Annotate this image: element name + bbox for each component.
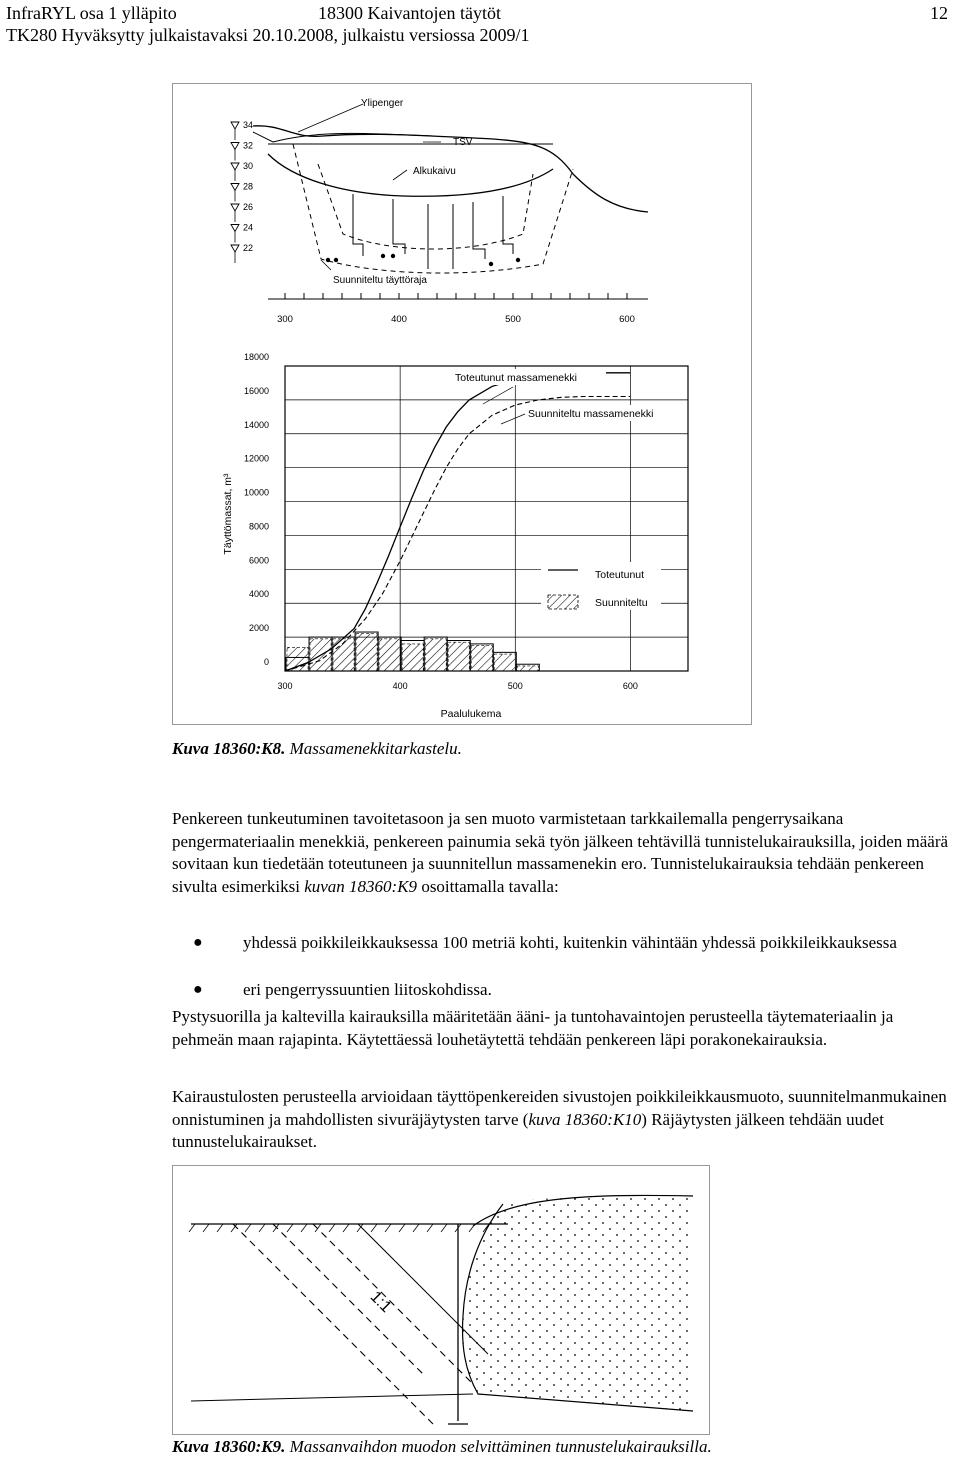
legend-actual: Toteutunut (595, 569, 645, 581)
y-tick-label: 2000 (248, 623, 269, 634)
annotation-planned: Suunniteltu massamenekki (528, 408, 654, 420)
legend-hatch-swatch (548, 595, 578, 609)
section-x-tick-label: 600 (619, 314, 635, 325)
figure-2-caption-label: Kuva 18360:K9. (172, 1437, 286, 1456)
figure-mass-consumption (172, 83, 752, 725)
elevation-marker (231, 143, 239, 150)
fill-material (463, 1196, 693, 1411)
elevation-marker (231, 163, 239, 170)
bullet-marker-1: ● (193, 934, 203, 951)
elevation-label: 24 (243, 222, 254, 233)
drill-markers (353, 194, 513, 269)
figure-1-caption-text: Massamenekkitarkastelu. (285, 739, 462, 758)
page-number: 12 (930, 3, 948, 23)
elevation-marker (231, 245, 239, 252)
ground-hatch-mark (259, 1224, 265, 1232)
section-x-tick-label: 300 (277, 314, 293, 325)
elevation-marker (231, 225, 239, 232)
ground-hatch-mark (203, 1224, 209, 1232)
elevation-marker (231, 122, 239, 129)
elevation-label: 26 (243, 202, 254, 212)
section-x-ticks (277, 293, 635, 325)
legend-planned: Suunniteltu (595, 597, 648, 609)
paragraph-drilling: Pystysuorilla ja kaltevilla kairauksilla määritetään ääni- ja tuntohavaintojen perusteella täytemateriaalin ja pehmeän maan rajapinta. Käytettäessä louhetäytettä tehdään penkereen läpi porakonekairauksia. (172, 1007, 894, 1049)
bar-planned (287, 647, 308, 671)
chart-x-ticks (277, 681, 637, 691)
ground-hatch-mark (441, 1224, 447, 1232)
x-tick-label: 400 (392, 681, 408, 691)
paragraph-assessment-tail: ) Räjäytysten jälkeen tehdään uudet tunnustelukairaukset. (172, 1109, 884, 1151)
section-x-tick-label: 400 (391, 314, 407, 325)
ground-hatch-mark (399, 1224, 405, 1232)
ground-hatch-mark (469, 1224, 475, 1232)
bar-planned (402, 644, 423, 671)
ground-hatch-mark (413, 1224, 419, 1232)
paragraph-assessment (172, 1086, 957, 1154)
paragraph-monitoring (172, 808, 957, 898)
figure-probing (172, 1165, 710, 1435)
ground-hatch-mark (301, 1224, 307, 1232)
y-tick-label: 18000 (243, 352, 269, 362)
elevation-scale (231, 120, 253, 263)
bar-planned (471, 646, 492, 671)
firm-ground-line (191, 1394, 473, 1401)
y-tick-label: 16000 (243, 385, 269, 396)
drill-points (326, 254, 520, 266)
paragraph-monitoring-tail: osoittamalla tavalla: (417, 876, 559, 896)
x-tick-label: 500 (507, 681, 523, 691)
label-alkukaivu: Alkukaivu (413, 166, 456, 177)
figure-1-svg (173, 84, 751, 724)
figure-1-caption (172, 739, 462, 759)
planned-fill-limit-line (293, 144, 573, 273)
slope-label: 1:1 (366, 1288, 395, 1317)
elevation-label: 28 (243, 181, 254, 192)
y-tick-label: 8000 (248, 521, 269, 532)
ground-hatch-mark (343, 1224, 349, 1232)
cross-section (231, 98, 648, 325)
y-tick-label: 6000 (248, 555, 269, 566)
figure-2-caption (172, 1437, 712, 1457)
chart-bars (286, 632, 539, 671)
x-tick-label: 300 (277, 681, 293, 691)
ground-hatch-mark (287, 1224, 293, 1232)
bar-planned (379, 639, 400, 671)
bar-planned (494, 654, 515, 671)
label-fill-limit: Suunniteltu täyttöraja (333, 275, 427, 286)
bullet-marker-2: ● (193, 981, 203, 998)
ground-hatch-mark (245, 1224, 251, 1232)
ground-hatch-mark (371, 1224, 377, 1232)
figure-2-svg (173, 1166, 709, 1434)
ground-hatch-mark (427, 1224, 433, 1232)
header-doc-series: InfraRYL osa 1 ylläpito (6, 3, 177, 23)
label-ylipenger: Ylipenger (361, 98, 404, 109)
bar-planned (356, 634, 377, 671)
ground-hatch-mark (217, 1224, 223, 1232)
elevation-label: 30 (243, 161, 254, 171)
elevation-label: 32 (243, 140, 254, 151)
y-tick-label: 10000 (243, 487, 269, 498)
elevation-label: 34 (243, 120, 254, 130)
chart-y-ticks (244, 352, 269, 667)
paragraph-assessment-text: Kairaustulosten perusteella arvioidaan täyttöpenkereiden sivustojen poikkileikkausmuoto, suunnitelmanmukainen onnistuminen ja mahdollisten sivuräjäytysten tarve ( (172, 1087, 947, 1129)
bar-planned (448, 642, 469, 671)
y-tick-label: 4000 (248, 589, 269, 600)
header-approval: TK280 Hyväksytty julkaistavaksi 20.10.2008, julkaistu versiossa 2009/1 (6, 25, 530, 45)
inclined-probes (233, 1224, 473, 1424)
ground-hatch-mark (315, 1224, 321, 1232)
label-tsv: TSV (453, 137, 473, 148)
ground-hatch-mark (329, 1224, 335, 1232)
y-tick-label: 0 (263, 657, 269, 667)
bullet-item-2: eri pengerryssuuntien liitoskohdissa. (243, 980, 492, 999)
figure-reference-k10: kuva 18360:K10 (528, 1109, 642, 1129)
ground-hatch-mark (385, 1224, 391, 1232)
ground-hatch-mark (189, 1224, 195, 1232)
excavation-line (268, 154, 553, 196)
chart-y-label: Täyttömassat, m³ (222, 473, 234, 555)
elevation-marker (231, 204, 239, 211)
figure-1-caption-label: Kuva 18360:K8. (172, 739, 286, 758)
y-tick-label: 12000 (243, 453, 269, 464)
elevation-label: 22 (243, 243, 254, 253)
bar-planned (517, 666, 538, 671)
line-planned (285, 397, 630, 672)
mass-chart (222, 352, 688, 720)
bar-planned (425, 639, 446, 671)
embankment-top-line (253, 132, 433, 142)
y-tick-label: 14000 (243, 419, 269, 430)
chart-x-label: Paalulukema (440, 708, 502, 720)
paragraph-monitoring-text: Penkereen tunkeutuminen tavoitetasoon ja sen muoto varmistetaan tarkkailemalla pengerrysaikana pengermateriaalin menekkiä, penkereen painumia sekä työn jälkeen tehtävillä tunnistelukairauksilla, joiden määrä sovitaan kun tiedetään toteutuneen ja suunnitellun massamenekin ero. Tunnistelukairauksia tehdään penkereen sivulta esimerkiksi (172, 809, 949, 896)
annotation-actual: Toteutunut massamenekki (455, 372, 577, 384)
figure-reference-k9: kuvan 18360:K9 (304, 876, 418, 896)
figure-2-caption-text: Massanvaihdon muodon selvittäminen tunnustelukairauksilla. (285, 1437, 712, 1456)
bullet-item-1: yhdessä poikkileikkauksessa 100 metriä kohti, kuitenkin vähintään yhdessä poikkileikkauksessa (243, 933, 897, 952)
section-x-tick-label: 500 (505, 314, 521, 325)
x-tick-label: 600 (622, 681, 638, 691)
header-section: 18300 Kaivantojen täytöt (318, 3, 501, 23)
elevation-marker (231, 184, 239, 191)
